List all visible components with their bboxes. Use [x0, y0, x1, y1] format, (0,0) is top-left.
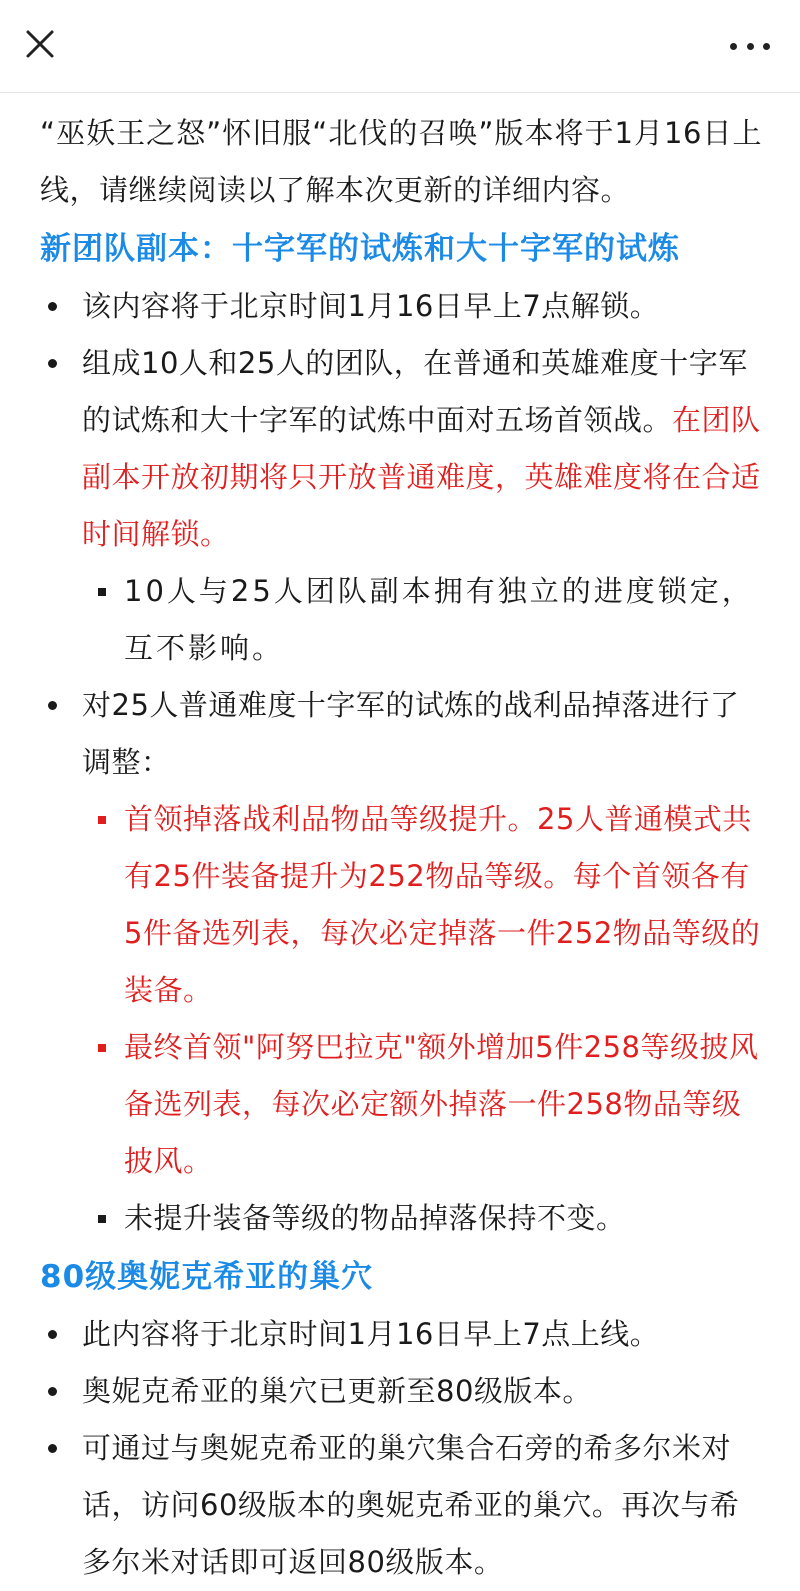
sub-list-item	[82, 563, 762, 677]
more-button[interactable]	[730, 36, 770, 56]
list-item-text: 对25人普通难度十字军的试炼的战利品掉落进行了调整：	[82, 688, 740, 779]
red-highlight-text: 在团队副本开放初期将只开放普通难度，英雄难度将在合适时间解锁。	[82, 403, 761, 551]
sub-bullet-list	[82, 563, 762, 677]
sub-list-item	[82, 791, 762, 1019]
top-bar	[0, 0, 800, 93]
list-item	[40, 1420, 762, 1591]
close-icon	[22, 26, 58, 62]
list-item	[40, 677, 762, 1247]
list-item	[40, 1306, 762, 1363]
sub-list-item-text: 最终首领"阿努巴拉克"额外增加5件258等级披风备选列表，每次必定额外掉落一件258物品等级披风。	[124, 1030, 759, 1178]
close-button[interactable]	[22, 26, 58, 62]
sub-list-item	[82, 1190, 762, 1247]
list-item-text: 可通过与奥妮克希亚的巢穴集合石旁的希多尔米对话，访问60级版本的奥妮克希亚的巢穴。再次与希多尔米对话即可返回80级版本。	[82, 1431, 740, 1579]
list-item	[40, 278, 762, 335]
list-item-text: 此内容将于北京时间1月16日早上7点上线。	[82, 1317, 660, 1351]
onyxia-bullet-list	[40, 1306, 762, 1591]
sub-list-item	[82, 1019, 762, 1190]
section-heading-raid: 新团队副本：十字军的试炼和大十字军的试炼	[40, 231, 680, 267]
list-item-text: 组成10人和25人的团队，在普通和英雄难度十字军的试炼和大十字军的试炼中面对五场首领战。	[82, 346, 748, 437]
intro-paragraph: “巫妖王之怒”怀旧服“北伐的召唤”版本将于1月16日上线，请继续阅读以了解本次更新的详细内容。	[40, 116, 762, 207]
sub-list-item-text: 10人与25人团队副本拥有独立的进度锁定，互不影响。	[124, 574, 754, 665]
more-horizontal-icon	[763, 43, 770, 50]
list-item-text: 奥妮克希亚的巢穴已更新至80级版本。	[82, 1374, 592, 1408]
article-body	[0, 93, 800, 1591]
list-item	[40, 335, 762, 677]
section-heading-onyxia: 80级奥妮克希亚的巢穴	[40, 1259, 374, 1295]
sub-list-item-text: 未提升装备等级的物品掉落保持不变。	[124, 1201, 626, 1235]
sub-bullet-list	[82, 791, 762, 1247]
list-item	[40, 1363, 762, 1420]
more-horizontal-icon	[730, 43, 737, 50]
more-horizontal-icon	[747, 43, 754, 50]
sub-list-item-text: 首领掉落战利品物品等级提升。25人普通模式共有25件装备提升为252物品等级。每个首领各有5件备选列表，每次必定掉落一件252物品等级的装备。	[124, 802, 761, 1007]
list-item-text: 该内容将于北京时间1月16日早上7点解锁。	[82, 289, 660, 323]
raid-bullet-list	[40, 278, 762, 1247]
